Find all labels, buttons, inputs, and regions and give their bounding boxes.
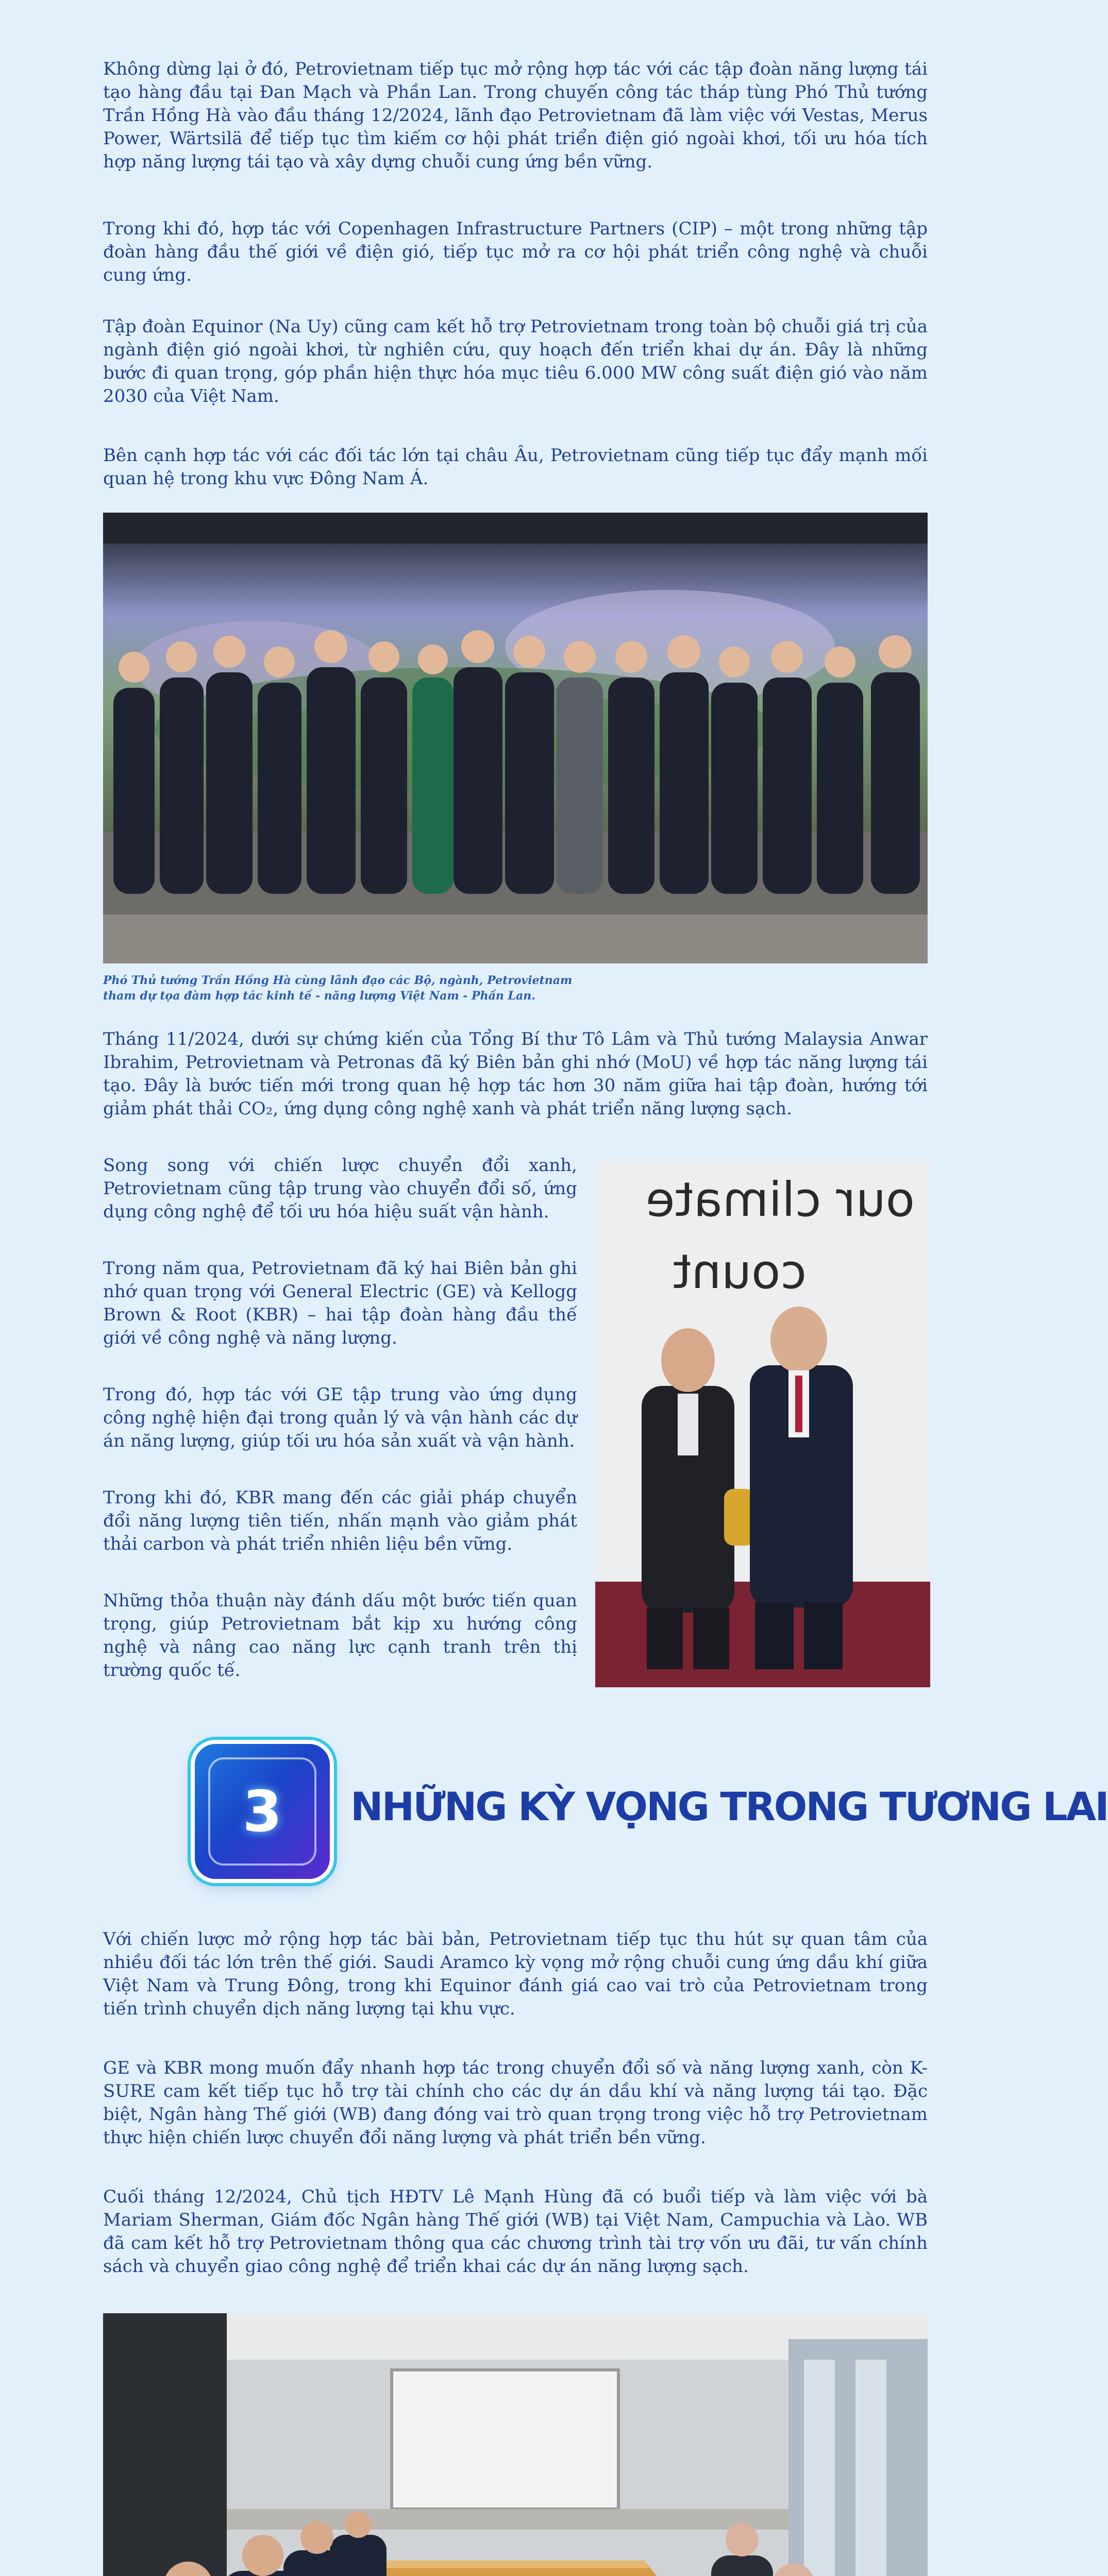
caption-line-1: Phó Thủ tướng Trần Hồng Hà cùng lãnh đạo các Bộ, ngành, Petrovietnam (103, 974, 573, 987)
paragraph-kbr-cooperation: Trong khi đó, KBR mang đến các giải pháp chuyển đổi năng lượng tiên tiến, nhấn mạnh vào giảm phát thải carbon và phát triển nhiên liệu bền vững. (103, 1487, 577, 1554)
paragraph-equinor: Tập đoàn Equinor (Na Uy) cũng cam kết hỗ trợ Petrovietnam trong toàn bộ chuỗi giá trị của ngành điện gió ngoài khơi, từ nghiên cứu, quy hoạch đến triển khai dự án. Đây là những bước đi quan trọng, góp phần hiện thực hóa mục tiêu 6.000 MW công suất điện gió vào năm 2030 của Việt Nam. (103, 316, 928, 406)
paragraph-petronas: Tháng 11/2024, dưới sự chứng kiến của Tổng Bí thư Tô Lâm và Thủ tướng Malaysia Anwar Ibrahim, Petrovietnam và Petronas đã ký Biên bản ghi nhớ (MoU) về hợp tác năng lượng tái tạo. Đây là bước tiến mới trong quan hệ hợp tác hơn 30 năm giữa hai tập đoàn, hướng tới giảm phát thải CO₂, ứng dụng công nghệ xanh và phát triển năng lượng sạch. (103, 1029, 928, 1119)
photo-ge-handshake (595, 1159, 930, 1687)
paragraph-world-bank-meeting: Cuối tháng 12/2024, Chủ tịch HĐTV Lê Mạnh Hùng đã có buổi tiếp và làm việc với bà Mariam Sherman, Giám đốc Ngân hàng Thế giới (WB) tại Việt Nam, Campuchia và Lào. WB đã cam kết hỗ trợ Petrovietnam thông qua các chương trình tài trợ vốn ưu đãi, tư vấn chính sách và chuyển giao công nghệ để triển khai các dự án năng lượng sạch. (103, 2187, 928, 2277)
paragraph-southeast-asia: Bên cạnh hợp tác với các đối tác lớn tại châu Âu, Petrovietnam cũng tiếp tục đẩy mạnh mối quan hệ trong khu vực Đông Nam Á. (103, 445, 928, 489)
section-number: 3 (242, 1778, 282, 1844)
backdrop-text-2: count (673, 1244, 807, 1299)
paragraph-digital-transformation: Song song với chiến lược chuyển đổi xanh, Petrovietnam cũng tập trung vào chuyển đổi số, ứng dụng công nghệ để tối ưu hóa hiệu suất vận hành. (103, 1155, 577, 1222)
caption-line-2: tham dự tọa đàm hợp tác kinh tế - năng lượng Việt Nam - Phần Lan. (103, 989, 535, 1003)
paragraph-partners-interest: Với chiến lược mở rộng hợp tác bài bản, Petrovietnam tiếp tục thu hút sự quan tâm của nhiều đối tác lớn trên thế giới. Saudi Aramco kỳ vọng mở rộng chuỗi cung ứng dầu khí giữa Việt Nam và Trung Đông, trong khi Equinor đánh giá cao vai trò của Petrovietnam trong tiến trình chuyển dịch năng lượng tại khu vực. (103, 1929, 928, 2019)
paragraph-ge-kbr-ksure-wb: GE và KBR mong muốn đẩy nhanh hợp tác trong chuyển đổi số và năng lượng xanh, còn K-SURE cam kết tiếp tục hỗ trợ tài chính cho các dự án dầu khí và năng lượng tái tạo. Đặc biệt, Ngân hàng Thế giới (WB) đang đóng vai trò quan trọng trong việc hỗ trợ Petrovietnam thực hiện chiến lược chuyển đổi năng lượng và phát triển bền vững. (103, 2058, 928, 2148)
paragraph-agreements-milestone: Những thỏa thuận này đánh dấu một bước tiến quan trọng, giúp Petrovietnam bắt kịp xu hướng công nghệ và nâng cao năng lực cạnh tranh trên thị trường quốc tế. (103, 1590, 577, 1681)
section-title: NHỮNG KỲ VỌNG TRONG TƯƠNG LAI (350, 1784, 1108, 1829)
backdrop-text-1: our climate (645, 1172, 915, 1227)
paragraph-ge-kbr-mou: Trong năm qua, Petrovietnam đã ký hai Biên bản ghi nhớ quan trọng với General Electric (GE) và Kellogg Brown & Root (KBR) – hai tập đoàn hàng đầu thế giới về công nghệ và năng lượng. (103, 1258, 577, 1348)
photo-caption-1 (103, 973, 593, 1004)
paragraph-denmark-finland: Không dừng lại ở đó, Petrovietnam tiếp tục mở rộng hợp tác với các tập đoàn năng lượng tái tạo hàng đầu tại Đan Mạch và Phần Lan. Trong chuyến công tác tháp tùng Phó Thủ tướng Trần Hồng Hà vào đầu tháng 12/2024, lãnh đạo Petrovietnam đã làm việc với Vestas, Merus Power, Wärtsilä để tiếp tục tìm kiếm cơ hội phát triển điện gió ngoài khơi, tối ưu hóa tích hợp năng lượng tái tạo và xây dựng chuỗi cung ứng bền vững. (103, 59, 928, 172)
section-number-badge (195, 1744, 330, 1879)
paragraph-ge-cooperation: Trong đó, hợp tác với GE tập trung vào ứng dụng công nghệ hiện đại trong quản lý và vận hành các dự án năng lượng, giúp tối ưu hóa sản xuất và vận hành. (103, 1384, 577, 1451)
photo-ge-meeting (103, 2313, 928, 2576)
group-photo-finland-dialogue (103, 513, 928, 963)
paragraph-cip: Trong khi đó, hợp tác với Copenhagen Infrastructure Partners (CIP) – một trong những tập đoàn hàng đầu thế giới về điện gió, tiếp tục mở ra cơ hội phát triển công nghệ và chuỗi cung ứng. (103, 218, 928, 285)
